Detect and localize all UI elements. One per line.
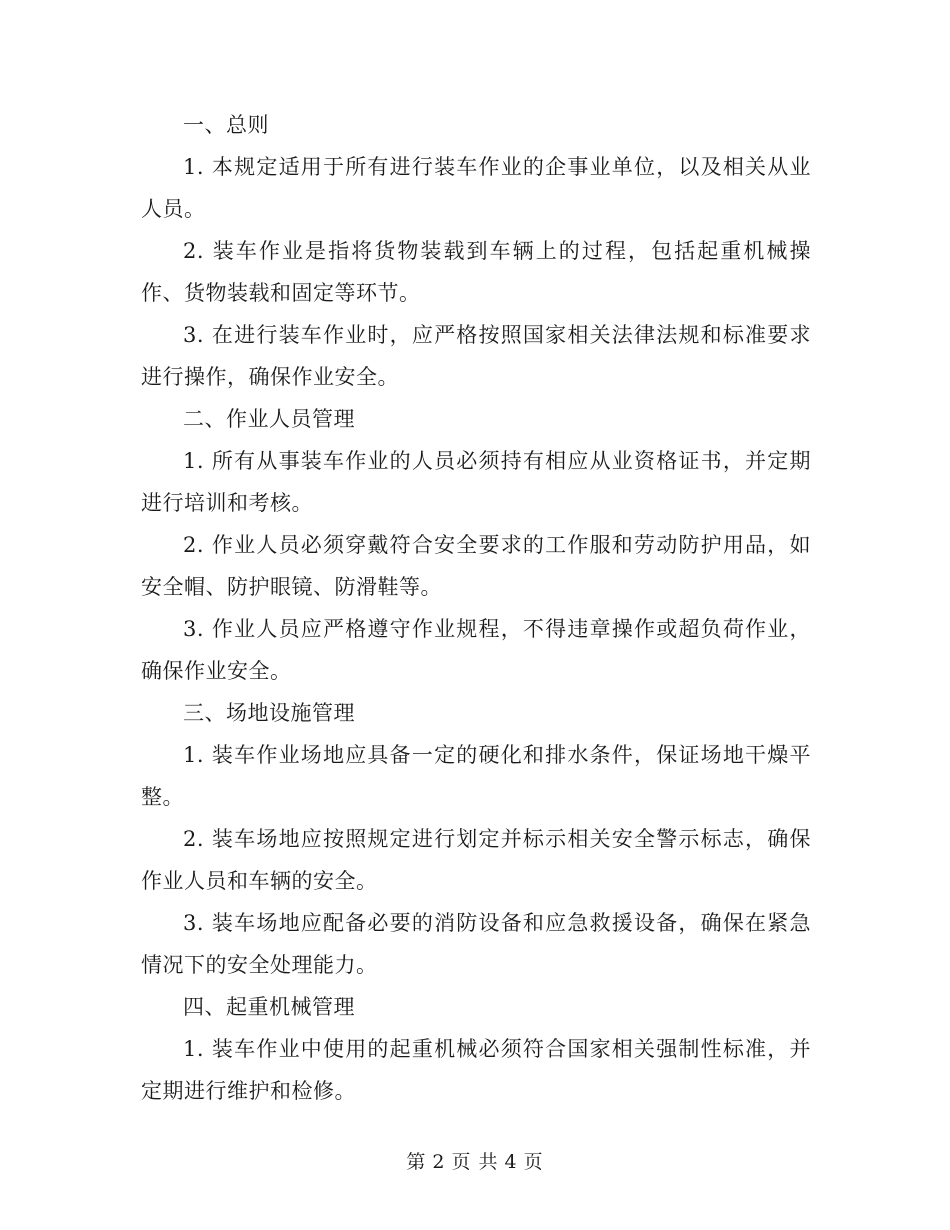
section-personnel (141, 398, 811, 692)
section-item: 2. 装车场地应按照规定进行划定并标示相关安全警示标志，确保作业人员和车辆的安全。 (141, 827, 811, 893)
section-item: 1. 所有从事装车作业的人员必须持有相应从业资格证书，并定期进行培训和考核。 (141, 449, 811, 515)
current-page-number: 2 (432, 1151, 446, 1173)
section-item: 3. 作业人员应严格遵守作业规程，不得违章操作或超负荷作业，确保作业安全。 (141, 617, 811, 683)
section-heading: 一、总则 (183, 113, 269, 137)
section-item: 1. 装车作业中使用的起重机械必须符合国家相关强制性标准，并定期进行维护和检修。 (141, 1037, 811, 1103)
page-label-suffix: 页 (523, 1151, 544, 1173)
section-heading: 四、起重机械管理 (183, 995, 355, 1019)
section-item: 1. 本规定适用于所有进行装车作业的企事业单位，以及相关从业人员。 (141, 155, 811, 221)
section-item: 3. 装车场地应配备必要的消防设备和应急救援设备，确保在紧急情况下的安全处理能力。 (141, 911, 811, 977)
section-item: 3. 在进行装车作业时，应严格按照国家相关法律法规和标准要求进行操作，确保作业安全。 (141, 323, 811, 389)
section-site-facilities (141, 692, 811, 986)
page-label-mid: 页 共 (451, 1151, 499, 1173)
section-heading: 二、作业人员管理 (183, 407, 355, 431)
section-item: 2. 作业人员必须穿戴符合安全要求的工作服和劳动防护用品，如安全帽、防护眼镜、防滑鞋等。 (141, 533, 811, 599)
page-footer (0, 1147, 950, 1174)
page-label-prefix: 第 (406, 1151, 427, 1173)
document-body (141, 104, 811, 1112)
total-pages-number: 4 (504, 1151, 518, 1173)
section-general (141, 104, 811, 398)
section-item: 1. 装车作业场地应具备一定的硬化和排水条件，保证场地干燥平整。 (141, 743, 811, 809)
section-heading: 三、场地设施管理 (183, 701, 355, 725)
section-lifting-machinery (141, 986, 811, 1112)
section-item: 2. 装车作业是指将货物装载到车辆上的过程，包括起重机械操作、货物装载和固定等环节。 (141, 239, 811, 305)
